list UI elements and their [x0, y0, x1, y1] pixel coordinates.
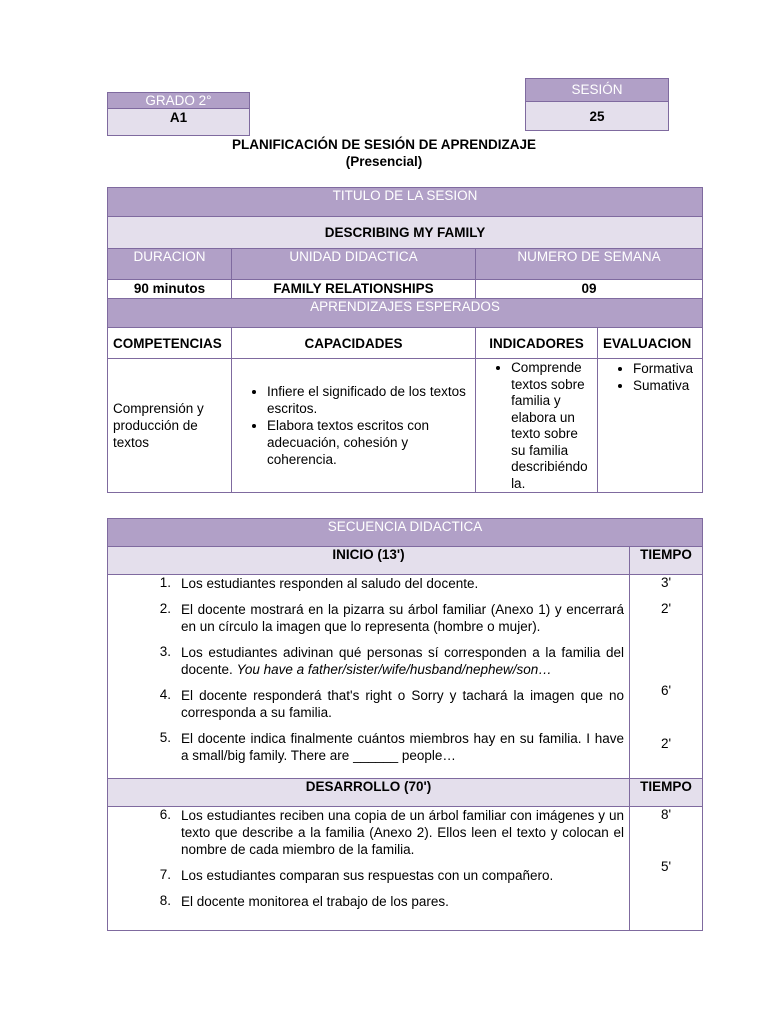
desarrollo-tiempo-label: TIEMPO [630, 779, 703, 807]
col-evaluacion: EVALUACION [598, 328, 703, 359]
unidad-value: FAMILY RELATIONSHIPS [231, 280, 475, 299]
time-value: 6' [660, 683, 672, 698]
desarrollo-times-cell [630, 807, 703, 931]
time-value: 2' [660, 601, 672, 616]
col-indicadores: INDICADORES [476, 328, 598, 359]
desarrollo-steps-cell [108, 807, 630, 931]
competencia-cell [108, 359, 232, 493]
capacidad-item: • Elabora textos escritos con adecuación, cohesión y coherencia. [267, 417, 470, 468]
desarrollo-label: DESARROLLO (70') [108, 779, 630, 807]
session-value: 25 [525, 101, 669, 131]
time-value: 2' [660, 736, 672, 751]
session-info-table [107, 187, 703, 493]
page-title-line1: PLANIFICACIÓN DE SESIÓN DE APRENDIZAJE [231, 137, 537, 152]
aprendizajes-label: APRENDIZAJES ESPERADOS [108, 299, 703, 328]
list-item: 1. Los estudiantes responden al saludo del docente. [159, 575, 479, 591]
indicadores-cell [476, 359, 598, 493]
grade-label: GRADO 2° [107, 92, 250, 109]
evaluacion-item: • Sumativa [633, 377, 697, 394]
session-label: SESIÓN [525, 78, 669, 102]
list-item: 6. Los estudiantes reciben una copia de un árbol familiar con imágenes y un texto que describe a la familia (Anexo 2). Ellos leen el texto y colocan el nombre de cada miembro de la familia. [159, 807, 625, 857]
titulo-label: TITULO DE LA SESION [108, 188, 703, 217]
unidad-label: UNIDAD DIDACTICA [231, 249, 475, 280]
col-capacidades: CAPACIDADES [231, 328, 475, 359]
list-item: 3. Los estudiantes adivinan qué personas sí corresponden a la familia del docente. You have a father/sister/wife/husband/nephew/son… [159, 644, 625, 677]
evaluacion-cell [598, 359, 703, 493]
time-value: 5' [660, 859, 672, 874]
indicador-item: • Comprende textos sobre familia y elabora un texto sobre su familia describiéndo la. [511, 360, 594, 492]
time-value: 3' [660, 575, 672, 590]
grade-value: A1 [107, 108, 250, 136]
col-competencias: COMPETENCIAS [108, 328, 232, 359]
time-value: 8' [660, 807, 672, 822]
duracion-label: DURACION [108, 249, 232, 280]
list-item: 2. El docente mostrará en la pizarra su árbol familiar (Anexo 1) y encerrará en un círculo la imagen que lo representa (hombre o mujer). [159, 601, 625, 634]
secuencia-label: SECUENCIA DIDACTICA [108, 519, 703, 547]
duracion-value: 90 minutos [108, 280, 232, 299]
list-item: 7. Los estudiantes comparan sus respuestas con un compañero. [159, 867, 554, 883]
semana-value: 09 [476, 280, 703, 299]
list-item: 8. El docente monitorea el trabajo de los pares. [159, 893, 449, 909]
list-item: 4. El docente responderá that's right o Sorry y tachará la imagen que no corresponda a su familia. [159, 687, 625, 720]
inicio-times-cell [630, 575, 703, 779]
titulo-value: DESCRIBING MY FAMILY [108, 217, 703, 249]
inicio-steps-cell [108, 575, 630, 779]
inicio-label: INICIO (13') [108, 547, 630, 575]
evaluacion-item: • Formativa [633, 360, 697, 377]
page-title [160, 136, 608, 170]
semana-label: NUMERO DE SEMANA [476, 249, 703, 280]
competencia-text: Comprensión y producción de textos [113, 401, 204, 450]
list-item: 5. El docente indica finalmente cuántos miembros hay en su familia. I have a small/big family. There are ______ people… [159, 730, 625, 763]
capacidad-item: • Infiere el significado de los textos escritos. [267, 383, 470, 417]
secuencia-table [107, 518, 703, 931]
capacidades-cell [231, 359, 475, 493]
inicio-tiempo-label: TIEMPO [630, 547, 703, 575]
page-title-line2: (Presencial) [345, 154, 423, 169]
